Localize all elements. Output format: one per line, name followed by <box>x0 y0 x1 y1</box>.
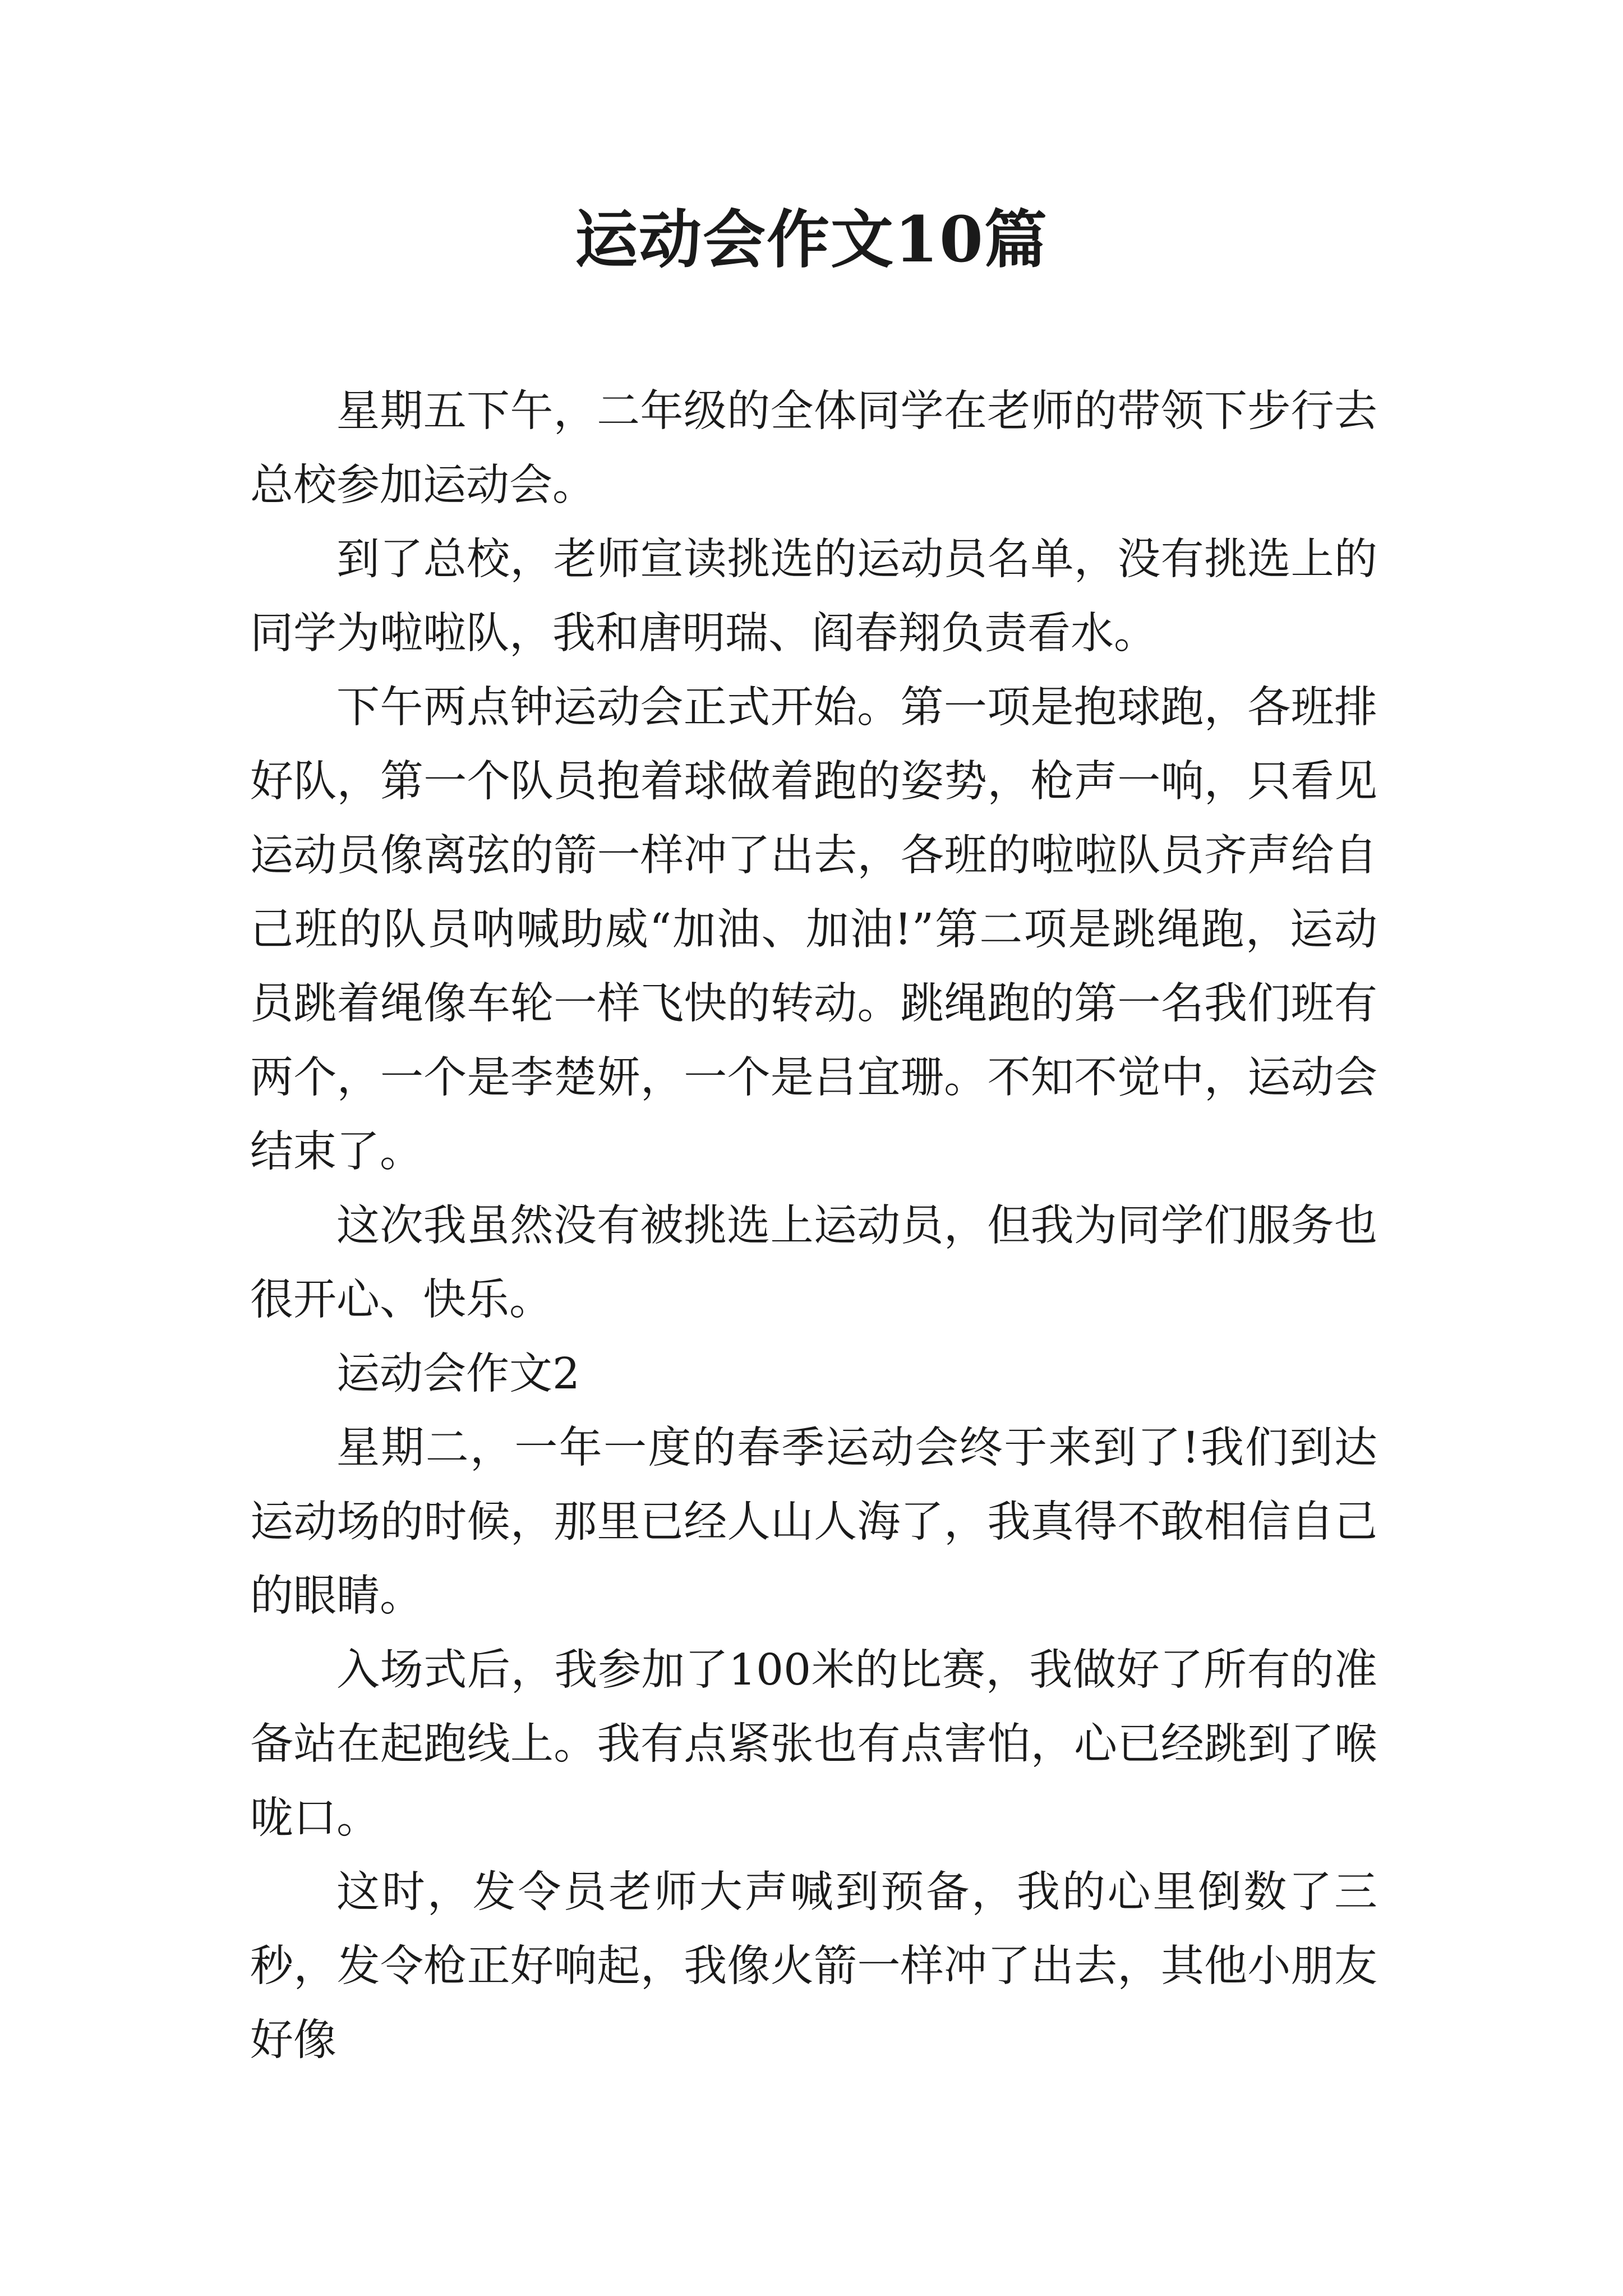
paragraph: 这时，发令员老师大声喊到预备，我的心里倒数了三秒，发令枪正好响起，我像火箭一样冲了出去，其他小朋友好像 <box>250 1867 1377 2065</box>
paragraph: 星期五下午，二年级的全体同学在老师的带领下步行去总校参加运动会。 <box>250 386 1377 510</box>
paragraph: 这次我虽然没有被挑选上运动员，但我为同学们服务也很开心、快乐。 <box>250 1201 1377 1325</box>
paragraph: 到了总校，老师宣读挑选的运动员名单，没有挑选上的同学为啦啦队，我和唐明瑞、阎春翔负责看水。 <box>250 535 1377 659</box>
document-body <box>250 375 1377 2078</box>
section-heading: 运动会作文2 <box>336 1349 580 1399</box>
paragraph: 星期二，一年一度的春季运动会终于来到了!我们到达运动场的时候，那里已经人山人海了，我真得不敢相信自己的眼睛。 <box>250 1423 1377 1621</box>
paragraph: 下午两点钟运动会正式开始。第一项是抱球跑，各班排好队，第一个队员抱着球做着跑的姿势，枪声一响，只看见运动员像离弦的箭一样冲了出去，各班的啦啦队员齐声给自己班的队员呐喊助威“加油、加油!”第二项是跳绳跑，运动员跳着绳像车轮一样飞快的转动。跳绳跑的第一名我们班有两个，一个是李楚妍，一个是吕宜珊。不知不觉中，运动会结束了。 <box>250 683 1377 1177</box>
document-title: 运动会作文10篇 <box>575 203 1048 277</box>
paragraph: 入场式后，我参加了100米的比赛，我做好了所有的准备站在起跑线上。我有点紧张也有点害怕，心已经跳到了喉咙口。 <box>250 1645 1377 1843</box>
